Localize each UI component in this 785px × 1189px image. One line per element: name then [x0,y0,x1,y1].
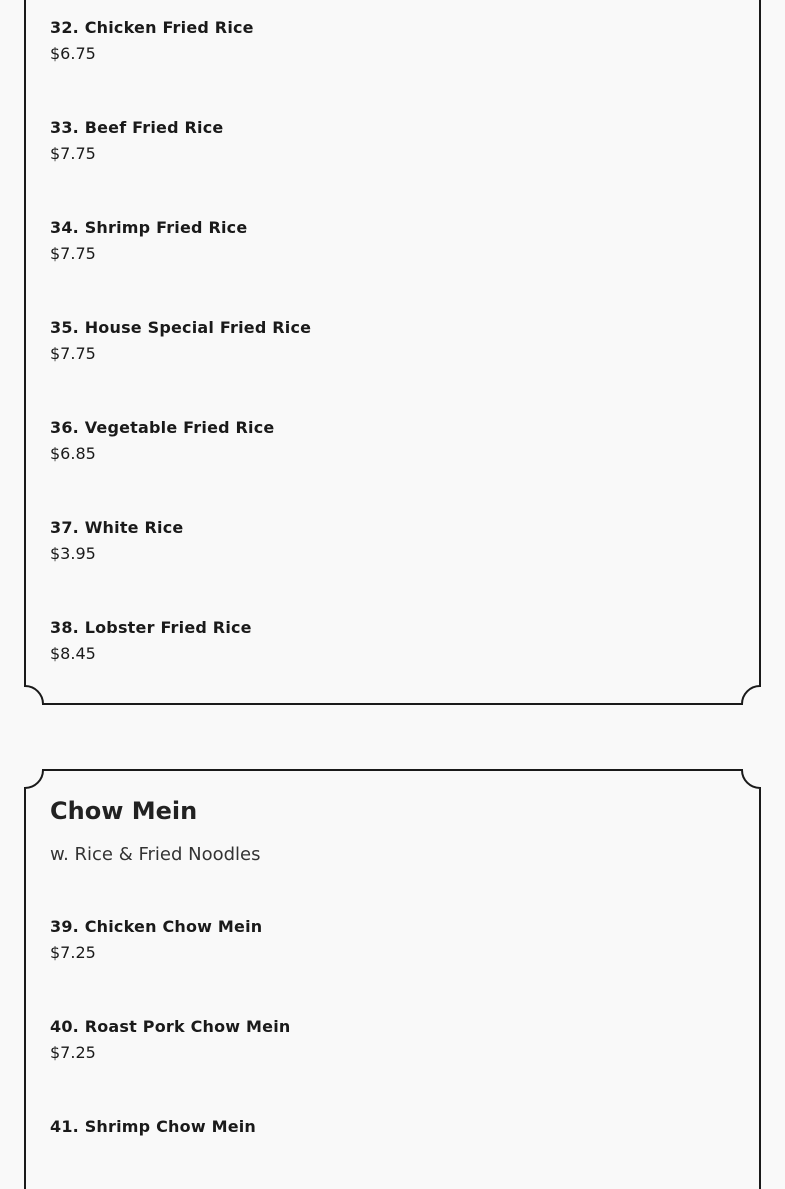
item-price: $7.25 [50,943,96,962]
menu-item [50,118,223,164]
item-price: $7.75 [50,344,96,363]
menu-item [50,618,252,664]
item-name: 40. Roast Pork Chow Mein [50,1017,291,1036]
item-name: 36. Vegetable Fried Rice [50,418,275,437]
item-price: $6.75 [50,44,96,63]
item-name: 41. Shrimp Chow Mein [50,1117,257,1136]
item-name: 32. Chicken Fried Rice [50,18,254,37]
menu-item [50,18,254,64]
item-name: 35. House Special Fried Rice [50,318,312,337]
chow-mein-section [24,769,761,1189]
menu-item [50,318,311,364]
menu-item [50,518,183,564]
item-price: $7.75 [50,244,96,263]
menu-item [50,1017,291,1063]
menu-item [50,1117,256,1143]
menu-item [50,917,262,963]
item-price: $8.45 [50,644,96,663]
item-name: 34. Shrimp Fried Rice [50,218,248,237]
fried-rice-section [24,0,761,705]
item-name: 38. Lobster Fried Rice [50,618,252,637]
item-price: $6.85 [50,444,96,463]
item-price: $3.95 [50,544,96,563]
item-name: 33. Beef Fried Rice [50,118,224,137]
menu-item [50,418,274,464]
menu-item [50,218,247,264]
section-title: Chow Mein [50,797,198,825]
item-name: 37. White Rice [50,518,184,537]
item-price: $7.75 [50,144,96,163]
item-name: 39. Chicken Chow Mein [50,917,263,936]
item-price: $7.25 [50,1043,96,1062]
section-subtitle: w. Rice & Fried Noodles [50,844,261,865]
